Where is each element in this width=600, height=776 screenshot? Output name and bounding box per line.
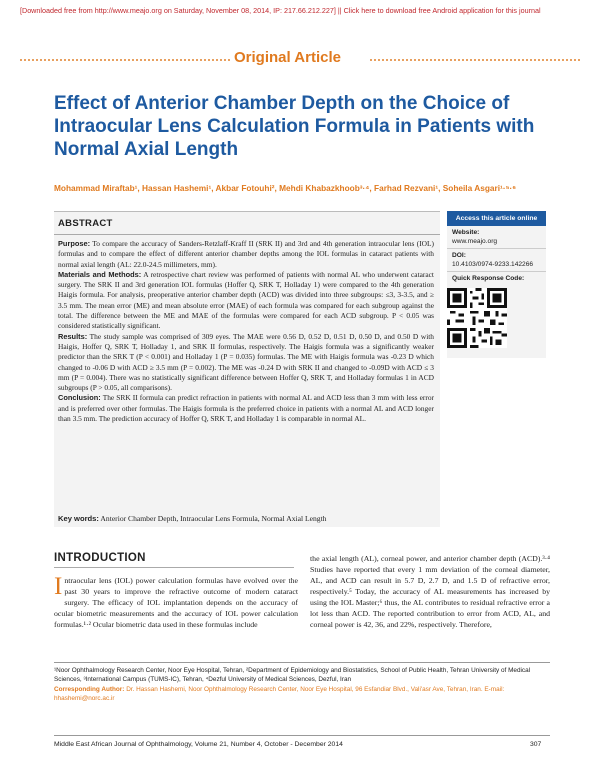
journal-citation: Middle East African Journal of Ophthalmology, Volume 21, Number 4, October - December 2014 bbox=[54, 741, 343, 748]
abstract-body bbox=[58, 239, 434, 424]
introduction-rule bbox=[54, 567, 294, 568]
introduction-column-1 bbox=[54, 575, 298, 630]
introduction-heading: INTRODUCTION bbox=[54, 552, 146, 564]
results-text: The study sample was comprised of 309 eyes. The MAE were 0.56 D, 0.52 D, 0.51 D, 0.50 D, and 0.50 D with Haigis, Hoffer Q, SRK T, Holladay 1, and SRK II formulas, respectively. The Haigis formula was a significantly weaker predictor than the SRK T (P < 0.001) and Holladay 1 (P = 0.035) formulas. The ME with Haigis formula was -0.23 D which changed to -0.06 D with ACD ≥ 3.5 mm (P = 0.002). The ME was -0.24 D with SRK II and changed to -0.09D with ACD ≤ 3 mm (P = 0.004). There was no statistically significant difference between Hoffer Q, SRK T, and Holladay formulas 1 in ACD subgroups (P > 0.05, all comparisons). bbox=[58, 331, 434, 393]
abstract-box bbox=[54, 211, 440, 527]
access-sidebar bbox=[447, 211, 546, 358]
section-label: Original Article bbox=[234, 49, 341, 66]
keywords-label: Key words: bbox=[58, 514, 99, 523]
introduction-column-2: the axial length (AL), corneal power, and anterior chamber depth (ACD).³·⁴ Studies have reported that every 1 mm deviation of the corneal diameter, AL, and ACD can result in 5.7 D, 2.7 D, and 1.5 D of refractive error, respectively.⁵ Today, the accuracy of AL measurements has increased by using the IOL Master;⁶ thus, the AL contributes to residual refractive error a lot less than ACD. The reported contribution to error from ACD, AL, and corneal power is 42, 36, and 22%, respectively. Therefore, bbox=[310, 554, 550, 629]
doi-label: DOI: bbox=[452, 252, 466, 259]
abstract-rule bbox=[54, 234, 440, 235]
footnote-rule bbox=[54, 662, 550, 663]
section-divider-left bbox=[20, 59, 230, 61]
drop-cap: I bbox=[54, 573, 63, 600]
section-divider-right bbox=[370, 59, 580, 61]
affiliations: ¹Noor Ophthalmology Research Center, Noor Eye Hospital, Tehran, ²Department of Epidemiology and Biostatistics, School of Public Health, Tehran University of Medical Sciences, ³International Campus (TUMS-IC), Tehran, ⁴Dezful University of Medical Sciences, Dezful, Iran bbox=[54, 667, 531, 684]
methods-text: A retrospective chart review was performed of patients with normal AL who underwent cataract surgery. The SRK II and 3rd generation IOL formulas (Hoffer Q, SRK T, Holladay 1) were compared to the 4th generation Haigis formula. For analysis, preoperative anterior chamber depth (ACD) was divided into three subgroups: ≤3, 3-3.5, and ≥ 3.5 mm. The mean error (ME) and mean absolute error (MAE) of each formula was compared for each subgroup against the total. The difference between the ME and MAE of the formulas were compared for each ACD subgroup. P < 0.05 was considered statistically significant. bbox=[58, 269, 434, 331]
page-number: 307 bbox=[530, 741, 542, 748]
abstract-heading: ABSTRACT bbox=[58, 218, 113, 229]
article-title: Effect of Anterior Chamber Depth on the Choice of Intraocular Lens Calculation Formula in Patients with Normal Axial Length bbox=[54, 93, 535, 160]
author-list: Mohammad Miraftab¹, Hassan Hashemi¹, Akbar Fotouhi², Mehdi Khabazkhoob³·⁴, Farhad Rezvani¹, Soheila Asgari¹·⁵·⁶ bbox=[54, 183, 517, 193]
results-label: Results: bbox=[58, 331, 88, 341]
qr-label: Quick Response Code: bbox=[452, 275, 525, 282]
corresponding-author bbox=[54, 685, 554, 704]
purpose-label: Purpose: bbox=[58, 239, 91, 248]
doi-link[interactable]: 10.4103/0974-9233.142266 bbox=[447, 259, 546, 272]
qr-code-icon[interactable] bbox=[447, 288, 507, 348]
methods-label: Materials and Methods: bbox=[58, 269, 142, 279]
download-banner[interactable]: [Downloaded free from http://www.meajo.org on Saturday, November 08, 2014, IP: 217.66.212.227] || Click here to download free Android application for this journal bbox=[20, 6, 541, 15]
corresponding-label: Corresponding Author: bbox=[54, 685, 125, 693]
footnote bbox=[54, 666, 554, 704]
website-label: Website: bbox=[452, 229, 480, 236]
keywords bbox=[58, 514, 326, 523]
purpose-text: To compare the accuracy of Sanders-Retzlaff-Kraff II (SRK II) and 3rd and 4th generation intraocular lens (IOL) formulas and to compare the effect of different anterior chamber depths among the IOL formulas in cataract patients with normal axial length (AL: 22.0-24.5 millimeters, mm). bbox=[58, 239, 434, 269]
access-heading: Access this article online bbox=[447, 211, 546, 226]
conclusion-label: Conclusion: bbox=[58, 393, 101, 403]
footer-rule bbox=[54, 735, 550, 736]
corresponding-text: Dr. Hassan Hashemi, Noor Ophthalmology Research Center, Noor Eye Hospital, 96 Esfandiar Blvd., Vali'asr Ave, Tehran, Iran. E-mail: hhashemi@norc.ac.ir bbox=[54, 685, 505, 703]
conclusion-text: The SRK II formula can predict refraction in patients with normal AL and ACD less than 3 mm with less error and is preferred over other formulas. The Haigis formula is the preferred choice in patients with a normal AL and ACD longer than 3.5 mm. The prediction accuracy of Hoffer Q, SRK T, and Holladay 1 is comparable in normal AL. bbox=[58, 393, 434, 424]
keywords-text: Anterior Chamber Depth, Intraocular Lens Formula, Normal Axial Length bbox=[100, 514, 327, 523]
website-link[interactable]: www.meajo.org bbox=[447, 236, 546, 249]
introduction-text-1: ntraocular lens (IOL) power calculation formulas have evolved over the past 30 years to improve the refractive outcome of modern cataract surgery. The efficacy of IOL implantation depends on the accuracy of ocular biometric measurements and the accuracy of IOL power calculation formulas.¹·² Ocular biometric data used in these formulas include bbox=[54, 576, 298, 629]
